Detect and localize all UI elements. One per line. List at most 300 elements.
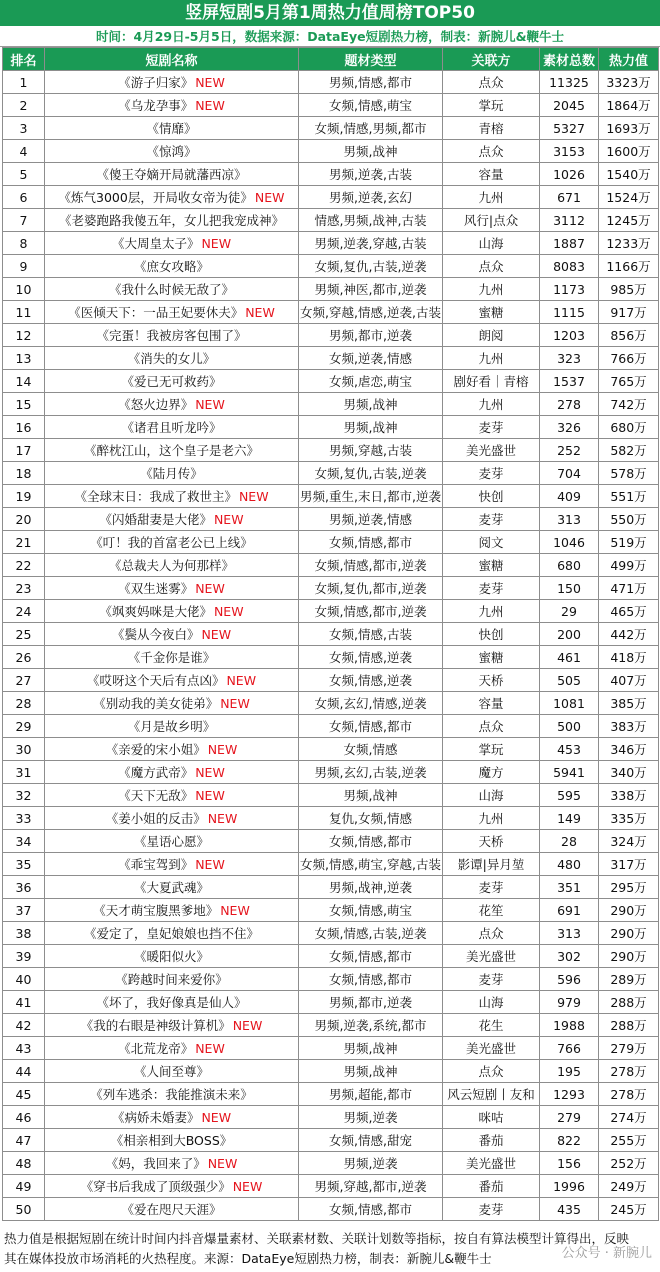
heat-cell: 289万 xyxy=(599,968,659,991)
table-row xyxy=(3,531,659,554)
drama-title: 《乌龙孕事》 xyxy=(118,98,194,113)
name-cell xyxy=(45,94,299,117)
drama-title: 《乖宝驾到》 xyxy=(118,857,194,872)
heat-cell: 1245万 xyxy=(599,209,659,232)
table-header-row xyxy=(3,48,659,71)
name-cell xyxy=(45,738,299,761)
rank-cell: 48 xyxy=(3,1152,45,1175)
rank-cell: 49 xyxy=(3,1175,45,1198)
drama-title: 《全球末日：我成了救世主》 xyxy=(74,489,237,504)
materials-cell: 278 xyxy=(540,393,599,416)
page-title: 竖屏短剧5月第1周热力值周榜TOP50 xyxy=(0,0,660,26)
partner-cell: 掌玩 xyxy=(443,738,540,761)
new-badge: NEW xyxy=(213,512,244,527)
materials-cell: 279 xyxy=(540,1106,599,1129)
name-cell xyxy=(45,646,299,669)
rank-cell: 40 xyxy=(3,968,45,991)
partner-cell: 天桥 xyxy=(443,669,540,692)
new-badge: NEW xyxy=(195,581,225,596)
table-row xyxy=(3,991,659,1014)
name-cell xyxy=(45,1198,299,1221)
materials-cell: 500 xyxy=(540,715,599,738)
genre-cell: 女频,穿越,情感,逆袭,古装 xyxy=(299,301,443,324)
genre-cell: 女频,情感,萌宝 xyxy=(299,899,443,922)
drama-title: 《月是故乡明》 xyxy=(127,719,216,734)
genre-cell: 男频,战神 xyxy=(299,140,443,163)
drama-title: 《别动我的美女徒弟》 xyxy=(93,696,219,711)
genre-cell: 情感,男频,战神,古装 xyxy=(299,209,443,232)
name-cell xyxy=(45,1106,299,1129)
table-row xyxy=(3,508,659,531)
name-cell xyxy=(45,945,299,968)
name-cell xyxy=(45,163,299,186)
materials-cell: 1293 xyxy=(540,1083,599,1106)
rank-cell: 39 xyxy=(3,945,45,968)
partner-cell: 九州 xyxy=(443,393,540,416)
col-header-heat: 热力值 xyxy=(599,48,659,71)
drama-title: 《天才萌宝腹黑爹地》 xyxy=(93,903,219,918)
partner-cell: 点众 xyxy=(443,922,540,945)
drama-title: 《情靡》 xyxy=(146,121,197,136)
name-cell xyxy=(45,554,299,577)
partner-cell: 影谭|异月堃 xyxy=(443,853,540,876)
table-row xyxy=(3,738,659,761)
rank-cell: 22 xyxy=(3,554,45,577)
rank-cell: 46 xyxy=(3,1106,45,1129)
rank-cell: 47 xyxy=(3,1129,45,1152)
drama-title: 《哎呀这个天后有点凶》 xyxy=(86,673,225,688)
footnote-line-1: 热力值是根据短剧在统计时间内抖音爆量素材、关联素材数、关联计划数等指标，按自有算法模型计算得出，反映 xyxy=(4,1231,630,1246)
partner-cell: 掌玩 xyxy=(443,94,540,117)
rank-cell: 10 xyxy=(3,278,45,301)
partner-cell: 蜜糖 xyxy=(443,554,540,577)
drama-title: 《爱在咫尺天涯》 xyxy=(121,1202,222,1217)
rank-cell: 17 xyxy=(3,439,45,462)
name-cell xyxy=(45,1037,299,1060)
partner-cell: 九州 xyxy=(443,186,540,209)
partner-cell: 山海 xyxy=(443,784,540,807)
rank-cell: 12 xyxy=(3,324,45,347)
drama-title: 《炼气3000层，开局收女帝为徒》 xyxy=(58,190,253,205)
rank-cell: 44 xyxy=(3,1060,45,1083)
materials-cell: 1887 xyxy=(540,232,599,255)
rank-cell: 14 xyxy=(3,370,45,393)
table-row xyxy=(3,876,659,899)
new-badge: NEW xyxy=(232,1018,263,1033)
drama-title: 《我什么时候无敌了》 xyxy=(108,282,234,297)
partner-cell: 快创 xyxy=(443,623,540,646)
name-cell xyxy=(45,761,299,784)
rank-cell: 26 xyxy=(3,646,45,669)
rank-cell: 13 xyxy=(3,347,45,370)
partner-cell: 容量 xyxy=(443,692,540,715)
partner-cell: 点众 xyxy=(443,1060,540,1083)
partner-cell: 魔方 xyxy=(443,761,540,784)
genre-cell: 女频,情感,甜宠 xyxy=(299,1129,443,1152)
new-badge: NEW xyxy=(195,857,225,872)
partner-cell: 九州 xyxy=(443,600,540,623)
table-row xyxy=(3,945,659,968)
partner-cell: 美光盛世 xyxy=(443,439,540,462)
heat-cell: 1166万 xyxy=(599,255,659,278)
materials-cell: 671 xyxy=(540,186,599,209)
heat-cell: 742万 xyxy=(599,393,659,416)
partner-cell: 番茄 xyxy=(443,1129,540,1152)
rank-cell: 50 xyxy=(3,1198,45,1221)
rank-cell: 9 xyxy=(3,255,45,278)
heat-cell: 1524万 xyxy=(599,186,659,209)
col-header-rank: 排名 xyxy=(3,48,45,71)
rank-cell: 3 xyxy=(3,117,45,140)
heat-cell: 582万 xyxy=(599,439,659,462)
name-cell xyxy=(45,600,299,623)
drama-title: 《跨越时间来爱你》 xyxy=(115,972,228,987)
genre-cell: 男频,战神 xyxy=(299,393,443,416)
heat-cell: 279万 xyxy=(599,1037,659,1060)
materials-cell: 323 xyxy=(540,347,599,370)
name-cell xyxy=(45,370,299,393)
drama-title: 《闪婚甜妻是大佬》 xyxy=(99,512,212,527)
table-row xyxy=(3,209,659,232)
partner-cell: 美光盛世 xyxy=(443,945,540,968)
table-row xyxy=(3,186,659,209)
rank-cell: 20 xyxy=(3,508,45,531)
genre-cell: 男频,逆袭,玄幻 xyxy=(299,186,443,209)
rank-cell: 29 xyxy=(3,715,45,738)
rank-cell: 24 xyxy=(3,600,45,623)
heat-cell: 407万 xyxy=(599,669,659,692)
rank-cell: 34 xyxy=(3,830,45,853)
rank-cell: 36 xyxy=(3,876,45,899)
name-cell xyxy=(45,324,299,347)
heat-cell: 385万 xyxy=(599,692,659,715)
drama-title: 《穿书后我成了顶级强少》 xyxy=(80,1179,231,1194)
materials-cell: 1026 xyxy=(540,163,599,186)
partner-cell: 麦芽 xyxy=(443,416,540,439)
materials-cell: 150 xyxy=(540,577,599,600)
table-row xyxy=(3,1175,659,1198)
genre-cell: 男频,战神 xyxy=(299,784,443,807)
drama-title: 《病娇未婚妻》 xyxy=(111,1110,200,1125)
table-row xyxy=(3,1152,659,1175)
drama-title: 《完蛋！我被房客包围了》 xyxy=(96,328,247,343)
materials-cell: 326 xyxy=(540,416,599,439)
name-cell xyxy=(45,416,299,439)
rank-cell: 19 xyxy=(3,485,45,508)
table-row xyxy=(3,163,659,186)
genre-cell: 男频,战神,逆袭 xyxy=(299,876,443,899)
materials-cell: 1537 xyxy=(540,370,599,393)
table-row xyxy=(3,1198,659,1221)
table-row xyxy=(3,554,659,577)
new-badge: NEW xyxy=(195,397,225,412)
table-row xyxy=(3,1037,659,1060)
name-cell xyxy=(45,278,299,301)
heat-cell: 519万 xyxy=(599,531,659,554)
drama-title: 《列车逃杀：我能推演未来》 xyxy=(90,1087,253,1102)
rank-cell: 37 xyxy=(3,899,45,922)
partner-cell: 麦芽 xyxy=(443,577,540,600)
col-header-genre: 题材类型 xyxy=(299,48,443,71)
drama-title: 《总裁夫人为何那样》 xyxy=(108,558,234,573)
genre-cell: 女频,逆袭,情感 xyxy=(299,347,443,370)
materials-cell: 766 xyxy=(540,1037,599,1060)
heat-cell: 680万 xyxy=(599,416,659,439)
heat-cell: 249万 xyxy=(599,1175,659,1198)
genre-cell: 女频,情感,都市 xyxy=(299,531,443,554)
partner-cell: 青榕 xyxy=(443,117,540,140)
rank-cell: 21 xyxy=(3,531,45,554)
partner-cell: 阅文 xyxy=(443,531,540,554)
table-row xyxy=(3,94,659,117)
table-body xyxy=(3,71,659,1221)
genre-cell: 男频,逆袭 xyxy=(299,1152,443,1175)
table-row xyxy=(3,439,659,462)
materials-cell: 979 xyxy=(540,991,599,1014)
heat-cell: 290万 xyxy=(599,945,659,968)
name-cell xyxy=(45,669,299,692)
genre-cell: 女频,情感 xyxy=(299,738,443,761)
genre-cell: 女频,复仇,都市,逆袭 xyxy=(299,577,443,600)
genre-cell: 复仇,女频,情感 xyxy=(299,807,443,830)
drama-title: 《妈，我回来了》 xyxy=(105,1156,206,1171)
name-cell xyxy=(45,462,299,485)
table-row xyxy=(3,577,659,600)
genre-cell: 女频,情感,都市 xyxy=(299,968,443,991)
heat-cell: 766万 xyxy=(599,347,659,370)
drama-title: 《老婆跑路我傻五年，女儿把我宠成神》 xyxy=(58,213,284,228)
materials-cell: 822 xyxy=(540,1129,599,1152)
name-cell xyxy=(45,439,299,462)
heat-cell: 917万 xyxy=(599,301,659,324)
partner-cell: 九州 xyxy=(443,807,540,830)
heat-cell: 471万 xyxy=(599,577,659,600)
heat-cell: 346万 xyxy=(599,738,659,761)
new-badge: NEW xyxy=(238,489,269,504)
name-cell xyxy=(45,968,299,991)
materials-cell: 2045 xyxy=(540,94,599,117)
name-cell xyxy=(45,1129,299,1152)
genre-cell: 女频,情感,古装,逆袭 xyxy=(299,922,443,945)
heat-cell: 340万 xyxy=(599,761,659,784)
ranking-table xyxy=(2,47,659,1221)
table-row xyxy=(3,278,659,301)
heat-cell: 274万 xyxy=(599,1106,659,1129)
new-badge: NEW xyxy=(207,1156,238,1171)
genre-cell: 女频,情感,古装 xyxy=(299,623,443,646)
genre-cell: 女频,情感,都市 xyxy=(299,715,443,738)
rank-cell: 25 xyxy=(3,623,45,646)
footnote xyxy=(0,1225,660,1272)
table-row xyxy=(3,968,659,991)
new-badge: NEW xyxy=(201,1110,232,1125)
watermark: 公众号 · 新腕儿 xyxy=(561,1246,652,1261)
rank-cell: 27 xyxy=(3,669,45,692)
rank-cell: 28 xyxy=(3,692,45,715)
new-badge: NEW xyxy=(254,190,285,205)
heat-cell: 1693万 xyxy=(599,117,659,140)
rank-cell: 43 xyxy=(3,1037,45,1060)
materials-cell: 313 xyxy=(540,508,599,531)
rank-cell: 7 xyxy=(3,209,45,232)
drama-title: 《爱已无可救药》 xyxy=(121,374,222,389)
genre-cell: 男频,情感,都市 xyxy=(299,71,443,94)
drama-title: 《陆月传》 xyxy=(140,466,203,481)
col-header-partner: 关联方 xyxy=(443,48,540,71)
name-cell xyxy=(45,508,299,531)
table-row xyxy=(3,600,659,623)
name-cell xyxy=(45,140,299,163)
partner-cell: 风云短剧丨友和 xyxy=(443,1083,540,1106)
new-badge: NEW xyxy=(226,673,257,688)
drama-title: 《飒爽妈咪是大佬》 xyxy=(99,604,212,619)
drama-title: 《大夏武魂》 xyxy=(133,880,209,895)
genre-cell: 女频,情感,男频,都市 xyxy=(299,117,443,140)
materials-cell: 8083 xyxy=(540,255,599,278)
table-row xyxy=(3,1060,659,1083)
table-row xyxy=(3,623,659,646)
table-row xyxy=(3,71,659,94)
table-row xyxy=(3,324,659,347)
heat-cell: 288万 xyxy=(599,1014,659,1037)
table-row xyxy=(3,1129,659,1152)
drama-title: 《坏了，我好像真是仙人》 xyxy=(96,995,247,1010)
name-cell xyxy=(45,531,299,554)
heat-cell: 245万 xyxy=(599,1198,659,1221)
drama-title: 《惊鸿》 xyxy=(146,144,197,159)
materials-cell: 28 xyxy=(540,830,599,853)
partner-cell: 花生 xyxy=(443,1014,540,1037)
table-row xyxy=(3,232,659,255)
table-row xyxy=(3,485,659,508)
table-row xyxy=(3,140,659,163)
rank-cell: 30 xyxy=(3,738,45,761)
materials-cell: 505 xyxy=(540,669,599,692)
genre-cell: 女频,情感,萌宝,穿越,古装 xyxy=(299,853,443,876)
genre-cell: 男频,逆袭,情感 xyxy=(299,508,443,531)
new-badge: NEW xyxy=(220,903,250,918)
new-badge: NEW xyxy=(245,305,275,320)
table-row xyxy=(3,1106,659,1129)
materials-cell: 200 xyxy=(540,623,599,646)
genre-cell: 女频,情感,逆袭 xyxy=(299,646,443,669)
drama-title: 《北荒龙帝》 xyxy=(118,1041,194,1056)
drama-title: 《诸君且听龙吟》 xyxy=(121,420,222,435)
materials-cell: 480 xyxy=(540,853,599,876)
table-row xyxy=(3,1014,659,1037)
materials-cell: 195 xyxy=(540,1060,599,1083)
drama-title: 《爱定了，皇妃娘娘也挡不住》 xyxy=(83,926,259,941)
partner-cell: 麦芽 xyxy=(443,1198,540,1221)
table-row xyxy=(3,899,659,922)
genre-cell: 女频,情感,都市,逆袭 xyxy=(299,600,443,623)
name-cell xyxy=(45,692,299,715)
name-cell xyxy=(45,71,299,94)
partner-cell: 番茄 xyxy=(443,1175,540,1198)
heat-cell: 856万 xyxy=(599,324,659,347)
heat-cell: 1864万 xyxy=(599,94,659,117)
drama-title: 《天下无敌》 xyxy=(118,788,194,803)
heat-cell: 338万 xyxy=(599,784,659,807)
name-cell xyxy=(45,1175,299,1198)
materials-cell: 3153 xyxy=(540,140,599,163)
materials-cell: 313 xyxy=(540,922,599,945)
table-row xyxy=(3,301,659,324)
genre-cell: 男频,穿越,都市,逆袭 xyxy=(299,1175,443,1198)
materials-cell: 29 xyxy=(540,600,599,623)
drama-title: 《双生迷雾》 xyxy=(118,581,194,596)
partner-cell: 点众 xyxy=(443,71,540,94)
rank-cell: 2 xyxy=(3,94,45,117)
name-cell xyxy=(45,186,299,209)
rank-cell: 42 xyxy=(3,1014,45,1037)
heat-cell: 278万 xyxy=(599,1060,659,1083)
table-row xyxy=(3,692,659,715)
name-cell xyxy=(45,1083,299,1106)
genre-cell: 男频,重生,末日,都市,逆袭 xyxy=(299,485,443,508)
partner-cell: 蜜糖 xyxy=(443,301,540,324)
name-cell xyxy=(45,1152,299,1175)
name-cell xyxy=(45,991,299,1014)
heat-cell: 465万 xyxy=(599,600,659,623)
new-badge: NEW xyxy=(201,236,232,251)
name-cell xyxy=(45,922,299,945)
rank-cell: 15 xyxy=(3,393,45,416)
drama-title: 《星语心愿》 xyxy=(133,834,209,849)
partner-cell: 蜜糖 xyxy=(443,646,540,669)
genre-cell: 女频,情感,都市,逆袭 xyxy=(299,554,443,577)
partner-cell: 麦芽 xyxy=(443,508,540,531)
materials-cell: 680 xyxy=(540,554,599,577)
page-subtitle: 时间：4月29日-5月5日，数据来源：DataEye短剧热力榜，制表：新腕儿&鞭牛士 xyxy=(0,26,660,47)
genre-cell: 男频,战神 xyxy=(299,416,443,439)
table-row xyxy=(3,807,659,830)
rank-cell: 41 xyxy=(3,991,45,1014)
rank-cell: 8 xyxy=(3,232,45,255)
heat-cell: 3323万 xyxy=(599,71,659,94)
table-row xyxy=(3,830,659,853)
table-row xyxy=(3,255,659,278)
genre-cell: 男频,玄幻,古装,逆袭 xyxy=(299,761,443,784)
genre-cell: 男频,都市,逆袭 xyxy=(299,991,443,1014)
heat-cell: 1233万 xyxy=(599,232,659,255)
heat-cell: 324万 xyxy=(599,830,659,853)
heat-cell: 765万 xyxy=(599,370,659,393)
rank-cell: 5 xyxy=(3,163,45,186)
new-badge: NEW xyxy=(195,1041,225,1056)
heat-cell: 383万 xyxy=(599,715,659,738)
name-cell xyxy=(45,232,299,255)
name-cell xyxy=(45,784,299,807)
rank-cell: 45 xyxy=(3,1083,45,1106)
drama-title: 《我的右眼是神级计算机》 xyxy=(80,1018,231,1033)
name-cell xyxy=(45,876,299,899)
partner-cell: 朗阅 xyxy=(443,324,540,347)
drama-title: 《魔方武帝》 xyxy=(118,765,194,780)
materials-cell: 1996 xyxy=(540,1175,599,1198)
drama-title: 《暖阳似火》 xyxy=(133,949,209,964)
name-cell xyxy=(45,1014,299,1037)
genre-cell: 男频,逆袭 xyxy=(299,1106,443,1129)
heat-cell: 255万 xyxy=(599,1129,659,1152)
table-row xyxy=(3,370,659,393)
name-cell xyxy=(45,255,299,278)
col-header-materials: 素材总数 xyxy=(540,48,599,71)
genre-cell: 女频,情感,都市 xyxy=(299,945,443,968)
name-cell xyxy=(45,807,299,830)
materials-cell: 3112 xyxy=(540,209,599,232)
partner-cell: 剧好看｜青榕 xyxy=(443,370,540,393)
